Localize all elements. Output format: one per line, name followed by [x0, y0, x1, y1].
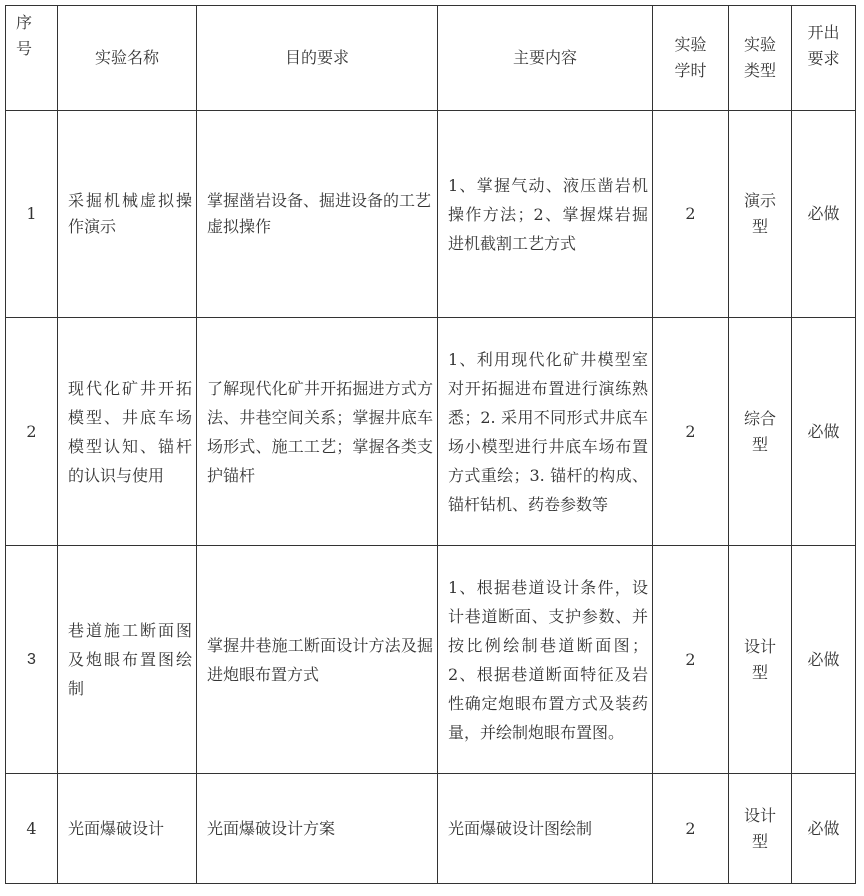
- cell-type-line1: 演示: [743, 191, 776, 210]
- cell-req: 必做: [792, 111, 856, 318]
- cell-name: [58, 111, 197, 318]
- cell-goal: [197, 774, 438, 884]
- cell-goal: [197, 111, 438, 318]
- header-type: [729, 6, 792, 111]
- cell-content: [438, 111, 653, 318]
- cell-seq: 1: [6, 111, 58, 318]
- cell-type-line1: 综合: [743, 408, 776, 428]
- header-req-line2: 要求: [807, 49, 840, 68]
- cell-hours: 2: [653, 546, 729, 774]
- cell-type-line2: 型: [751, 662, 768, 682]
- header-name: 实验名称: [58, 6, 197, 111]
- cell-type: [729, 318, 792, 546]
- cell-hours: 2: [653, 318, 729, 546]
- table-row: [6, 111, 856, 318]
- header-hours-line2: 学时: [674, 61, 707, 80]
- cell-type: [729, 111, 792, 318]
- cell-name-text: 现代化矿井开拓模型、井底车场模型认知、锚杆的认识与使用: [68, 378, 192, 485]
- cell-type-line1: 设计: [743, 805, 776, 825]
- cell-content: [438, 546, 653, 774]
- cell-name-text: 采掘机械虚拟操作演示: [68, 191, 192, 236]
- cell-seq: 4: [6, 774, 58, 884]
- cell-name-text: 光面爆破设计: [68, 818, 165, 838]
- header-req: [792, 6, 856, 111]
- header-type-line1: 实验: [743, 35, 776, 54]
- cell-name-text: 巷道施工断面图及炮眼布置图绘制: [68, 621, 192, 698]
- cell-type-line2: 型: [751, 434, 768, 454]
- cell-content-text: 1、利用现代化矿井模型室 对开拓掘进布置进行演练熟悉；2. 采用不同形式井底车场小模型进行井底车场布置方式重绘；3. 锚杆的构成、锚杆钻机、药卷参数等: [448, 349, 648, 514]
- cell-content-text: 光面爆破设计图绘制: [448, 818, 593, 838]
- header-row: [6, 6, 856, 111]
- cell-goal-text: 掌握凿岩设备、掘进设备的工艺虚拟操作: [207, 191, 432, 236]
- table-row: [6, 774, 856, 884]
- header-type-line2: 类型: [743, 61, 776, 80]
- header-hours-line1: 实验: [674, 35, 707, 54]
- header-hours: [653, 6, 729, 111]
- cell-type: [729, 774, 792, 884]
- cell-goal-text: 了解现代化矿井开拓掘进方式方法、井巷空间关系；掌握井底车场形式、施工工艺；掌握各类支护锚杆: [207, 378, 433, 485]
- cell-type-line1: 设计: [743, 636, 776, 656]
- cell-content: [438, 318, 653, 546]
- cell-type-line2: 型: [751, 217, 768, 236]
- cell-goal-text: 光面爆破设计方案: [207, 818, 336, 838]
- header-seq-line1: 序: [16, 13, 33, 32]
- cell-content: [438, 774, 653, 884]
- cell-name: [58, 774, 197, 884]
- experiment-table: [5, 5, 856, 884]
- cell-req: 必做: [792, 546, 856, 774]
- cell-type: [729, 546, 792, 774]
- cell-goal-text: 掌握井巷施工断面设计方法及掘进炮眼布置方式: [207, 635, 433, 684]
- header-seq: [6, 6, 58, 111]
- cell-type-line2: 型: [751, 831, 768, 851]
- table-row: [6, 546, 856, 774]
- header-goal: 目的要求: [197, 6, 438, 111]
- cell-hours: 2: [653, 774, 729, 884]
- header-seq-line2: 号: [16, 39, 33, 58]
- cell-goal: [197, 318, 438, 546]
- cell-req: 必做: [792, 774, 856, 884]
- cell-content-text: 1、根据巷道设计条件，设计巷道断面、支护参数、并按比例绘制巷道断面图；2、根据巷道断面特征及岩性确定炮眼布置方式及装药量，并绘制炮眼布置图。: [448, 577, 648, 742]
- cell-name: [58, 318, 197, 546]
- cell-req: 必做: [792, 318, 856, 546]
- cell-seq: 3: [6, 546, 58, 774]
- cell-goal: [197, 546, 438, 774]
- cell-name: [58, 546, 197, 774]
- header-content: 主要内容: [438, 6, 653, 111]
- cell-content-text: 1、掌握气动、液压凿岩机操作方法；2、掌握煤岩掘进机截割工艺方式: [448, 175, 648, 253]
- header-req-line1: 开出: [807, 23, 840, 42]
- table-row: [6, 318, 856, 546]
- cell-hours: 2: [653, 111, 729, 318]
- cell-seq: 2: [6, 318, 58, 546]
